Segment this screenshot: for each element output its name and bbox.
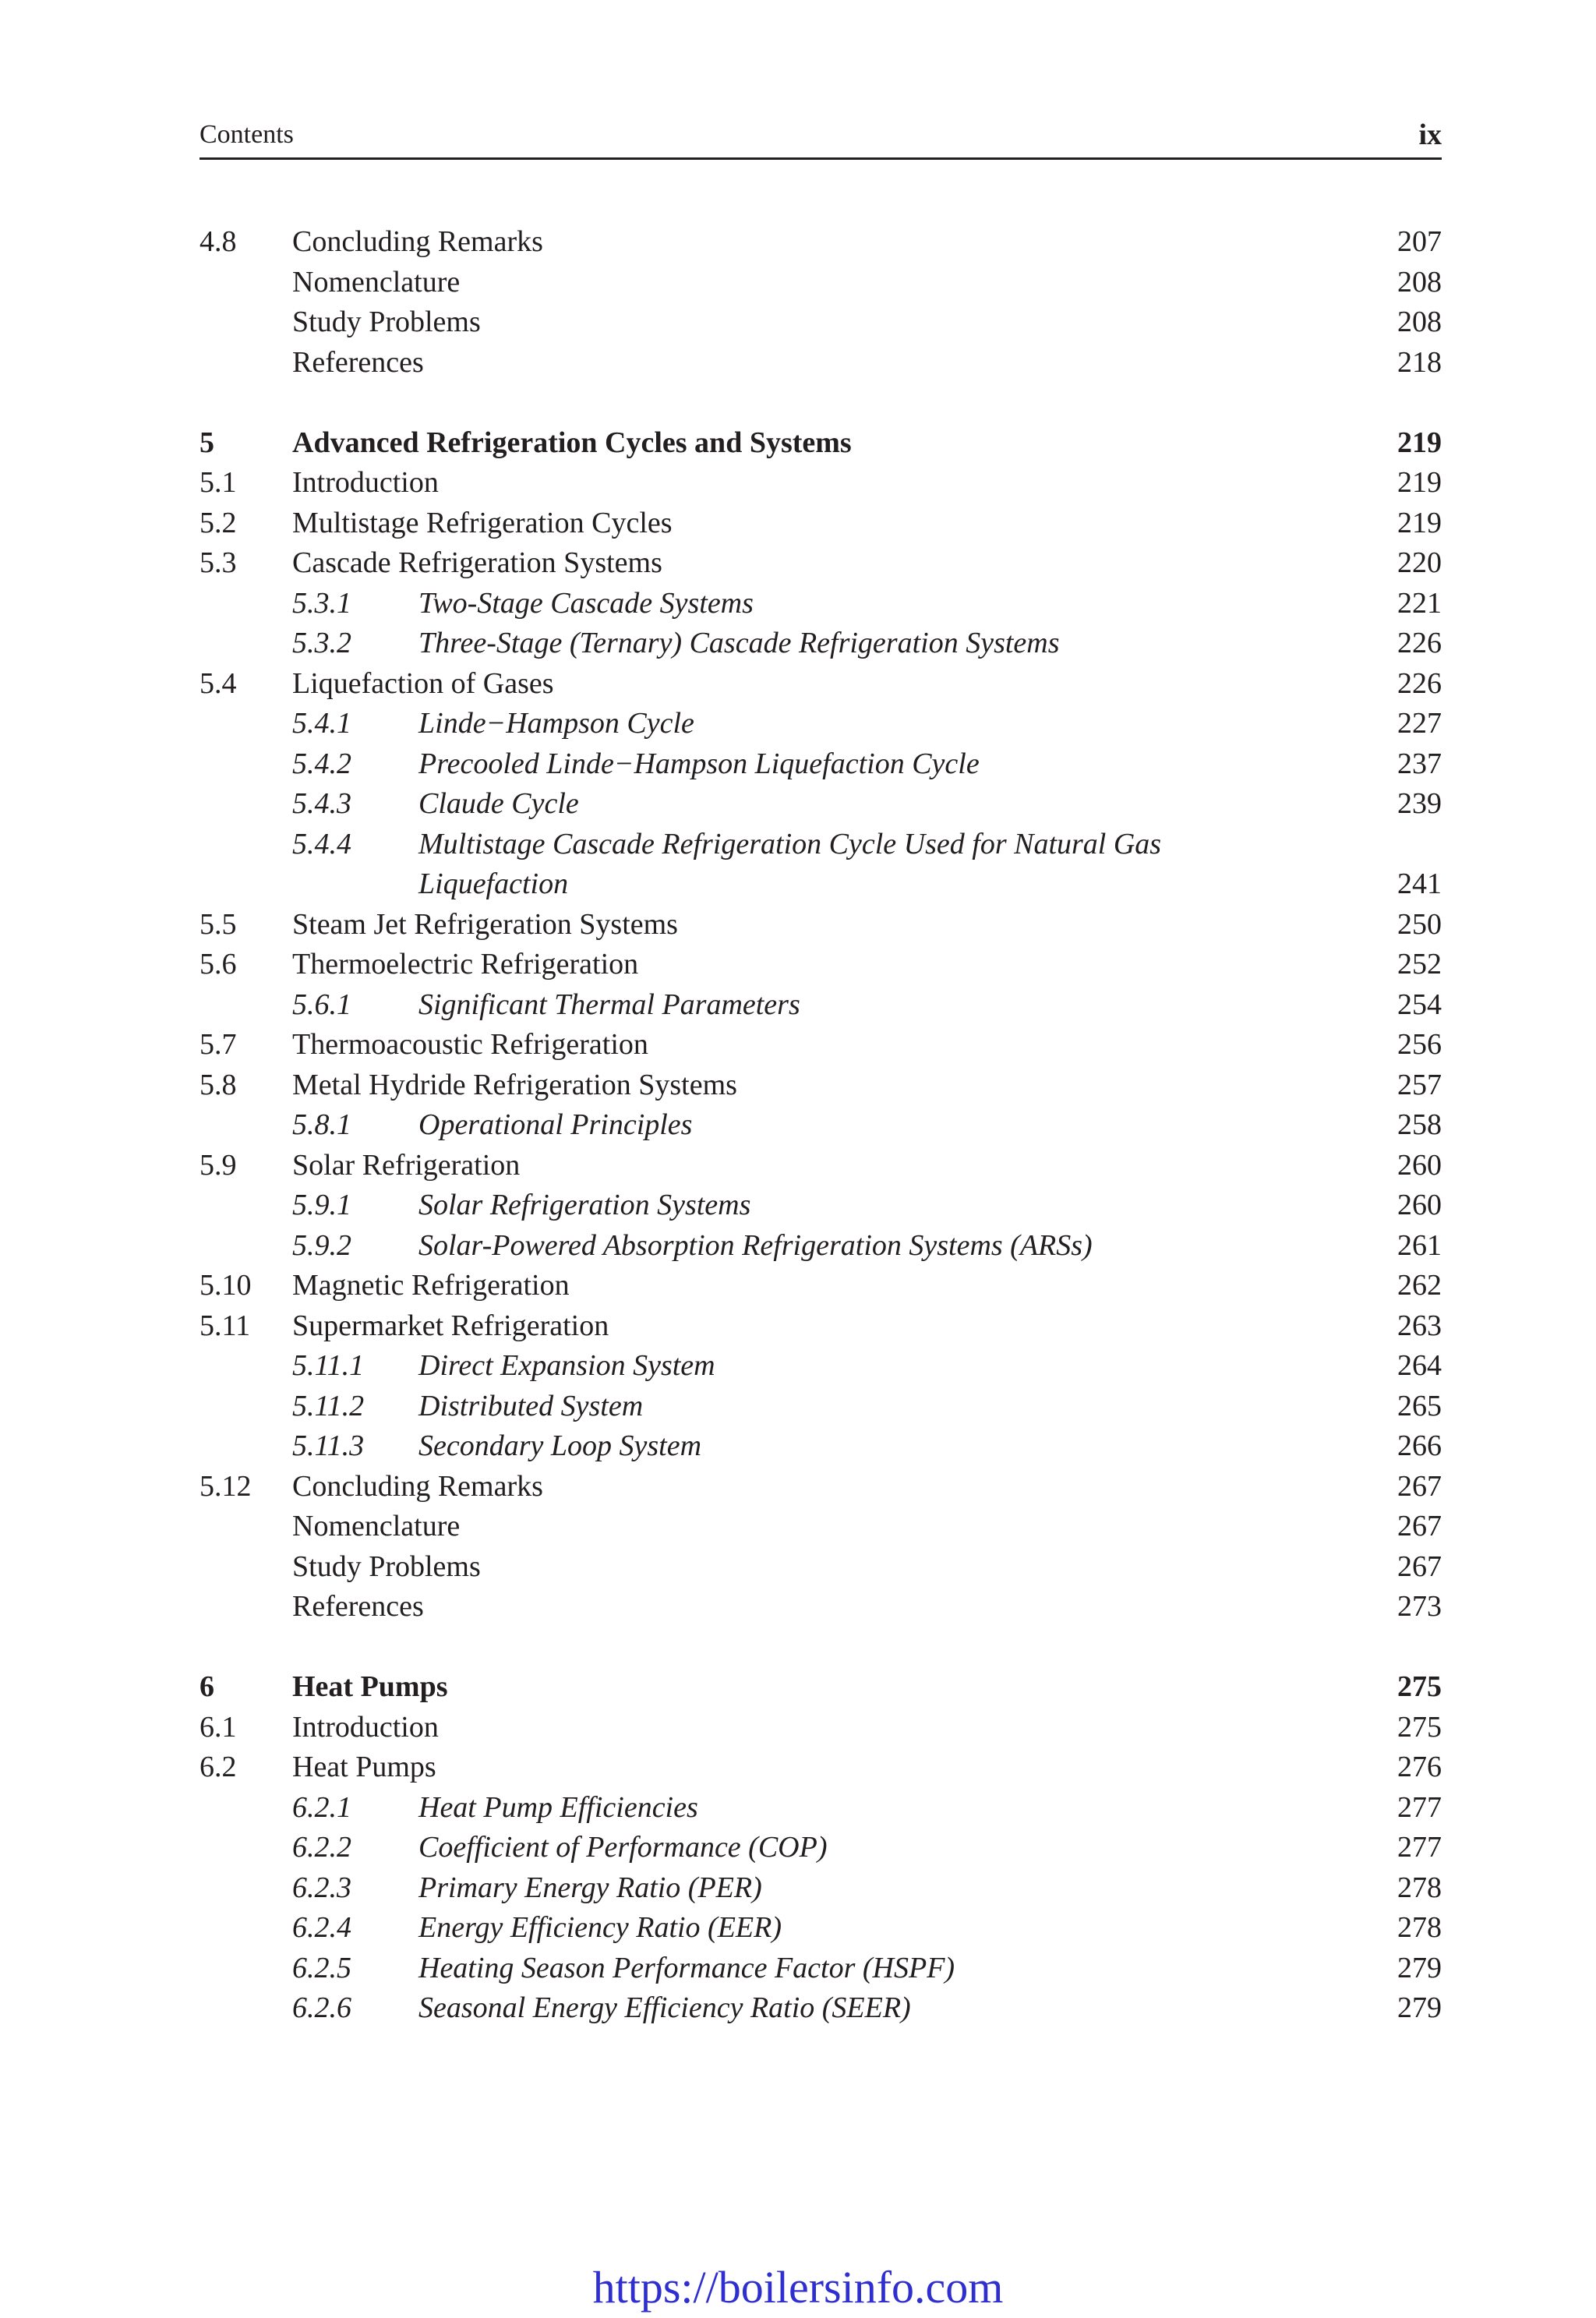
toc-entry-number: 5.3.2 <box>292 627 351 659</box>
toc-entry-number: 5.11.1 <box>292 1349 365 1382</box>
toc-entry-row[interactable] <box>200 1587 1442 1627</box>
toc-entry-number: 5.5 <box>200 907 237 941</box>
toc-entry-page: 254 <box>1397 988 1442 1021</box>
toc-entry-row[interactable] <box>200 864 1442 905</box>
toc-entry-title: Advanced Refrigeration Cycles and Systems <box>292 426 852 459</box>
toc-entry-number: 5.11 <box>200 1309 251 1342</box>
running-title: Contents <box>200 120 294 149</box>
toc-entry-page: 260 <box>1397 1189 1442 1221</box>
toc-entry-page: 266 <box>1397 1429 1442 1462</box>
toc-entry-title: Linde−Hampson Cycle <box>418 707 694 740</box>
toc-entry-row[interactable] <box>200 463 1442 504</box>
toc-entry-page: 219 <box>1397 426 1442 459</box>
toc-entry-row[interactable] <box>200 584 1442 624</box>
toc-entry-title: Introduction <box>292 1710 439 1744</box>
toc-entry-page: 264 <box>1397 1349 1442 1382</box>
toc-entry-page: 218 <box>1397 345 1442 379</box>
page-number: ix <box>1418 118 1442 151</box>
toc-chapter-row[interactable] <box>200 1667 1442 1708</box>
toc-entry-title: References <box>292 1590 424 1623</box>
toc-entry-title: Solar Refrigeration Systems <box>418 1189 751 1221</box>
toc-entry-title: Liquefaction of Gases <box>292 666 554 700</box>
toc-entry-row[interactable] <box>200 1507 1442 1547</box>
toc-entry-number: 6.2.3 <box>292 1871 351 1904</box>
toc-entry-page: 262 <box>1397 1269 1442 1302</box>
toc-entry-row[interactable] <box>200 624 1442 664</box>
toc-entry-row[interactable] <box>200 1828 1442 1868</box>
toc-entry-page: 252 <box>1397 948 1442 981</box>
toc-entry-number: 5.4.1 <box>292 707 351 740</box>
toc-entry-title: Nomenclature <box>292 265 461 299</box>
toc-entry-row[interactable] <box>200 1105 1442 1146</box>
toc-entry-number: 5.2 <box>200 506 237 539</box>
toc-entry-row[interactable] <box>200 985 1442 1026</box>
toc-entry-number: 5.4.4 <box>292 827 351 860</box>
toc-entry-number: 6.2.4 <box>292 1911 351 1944</box>
toc-entry-row[interactable] <box>200 744 1442 785</box>
toc-entry-number: 5.4.3 <box>292 787 351 820</box>
toc-entry-row[interactable] <box>200 504 1442 544</box>
toc-entry-title: Nomenclature <box>292 1510 461 1542</box>
toc-entry-title: Thermoelectric Refrigeration <box>292 948 639 981</box>
toc-entry-title: Multistage Cascade Refrigeration Cycle Used for Natural Gas <box>418 827 1162 860</box>
toc-entry-title: Direct Expansion System <box>418 1349 715 1382</box>
toc-entry-page: 273 <box>1397 1590 1442 1623</box>
footer-link[interactable]: https://boilersinfo.com <box>592 2262 1004 2313</box>
toc-entry-page: 219 <box>1397 466 1442 499</box>
toc-entry-title: Claude Cycle <box>418 787 579 820</box>
toc-entry-title: Thermoacoustic Refrigeration <box>292 1028 648 1061</box>
toc-entry-row[interactable] <box>200 1025 1442 1065</box>
toc-entry-row[interactable] <box>200 1788 1442 1829</box>
toc-entry-number: 5.6 <box>200 948 237 981</box>
toc-entry-page: 278 <box>1397 1911 1442 1944</box>
toc-entry-row[interactable] <box>200 543 1442 584</box>
toc-entry-page: 226 <box>1397 666 1442 700</box>
toc-entry-page: 220 <box>1397 546 1442 579</box>
toc-entry-title: Energy Efficiency Ratio (EER) <box>418 1911 782 1944</box>
toc-entry-page: 279 <box>1397 1951 1442 1984</box>
toc-entry-row[interactable] <box>200 825 1442 865</box>
toc-entry-title: Introduction <box>292 466 439 499</box>
toc-chapter-row[interactable] <box>200 423 1442 464</box>
toc-entry-number: 5.1 <box>200 466 237 499</box>
toc-entry-row[interactable] <box>200 1908 1442 1949</box>
toc-entry-title: Steam Jet Refrigeration Systems <box>292 907 678 941</box>
toc-entry-row[interactable] <box>200 263 1442 303</box>
toc-entry-row[interactable] <box>200 1186 1442 1226</box>
toc-entry-number: 5.9.1 <box>292 1189 351 1221</box>
toc-entry-number: 5.3 <box>200 546 237 579</box>
toc-entry-title: Magnetic Refrigeration <box>292 1269 570 1302</box>
toc-entry-row[interactable] <box>200 945 1442 985</box>
toc-entry-title: Heat Pump Efficiencies <box>418 1790 698 1824</box>
toc-entry-row[interactable] <box>200 1387 1442 1427</box>
toc-entry-title: Liquefaction <box>418 867 569 900</box>
toc-entry-row[interactable] <box>200 1306 1442 1347</box>
toc-entry-page: 208 <box>1397 306 1442 338</box>
toc-entry-page: 219 <box>1397 506 1442 539</box>
toc-entry-title: Significant Thermal Parameters <box>418 988 800 1021</box>
toc-entry-page: 263 <box>1397 1309 1442 1342</box>
toc-entry-title: Distributed System <box>418 1389 644 1422</box>
toc-entry-page: 239 <box>1397 787 1442 820</box>
toc-entry-number: 5.9 <box>200 1148 237 1182</box>
toc-entry-number: 6.2.2 <box>292 1831 351 1864</box>
toc-entry-page: 267 <box>1397 1510 1442 1542</box>
toc-entry-row[interactable] <box>200 704 1442 744</box>
toc-entry-number: 5.9.2 <box>292 1228 351 1262</box>
toc-entry-row[interactable] <box>200 1988 1442 2029</box>
toc-entry-number: 4.8 <box>200 225 237 258</box>
toc-entry-title: Two-Stage Cascade Systems <box>418 586 754 620</box>
toc-entry-page: 241 <box>1397 867 1442 900</box>
toc-entry-title: Coefficient of Performance (COP) <box>418 1831 828 1864</box>
toc-entry-number: 5.11.3 <box>292 1429 365 1462</box>
toc-entry-page: 275 <box>1397 1670 1442 1703</box>
toc-entry-number: 5.4.2 <box>292 747 351 780</box>
toc-entry-number: 6.2.1 <box>292 1790 351 1824</box>
toc-entry-title: Multistage Refrigeration Cycles <box>292 506 673 539</box>
toc-entry-number: 6.2.5 <box>292 1951 351 1984</box>
toc-entry-row[interactable] <box>200 784 1442 825</box>
toc-entry-title: Concluding Remarks <box>292 225 543 258</box>
toc-entry-title: Seasonal Energy Efficiency Ratio (SEER) <box>418 1991 911 2024</box>
toc-entry-number: 6.1 <box>200 1710 237 1744</box>
toc-entry-title: Cascade Refrigeration Systems <box>292 546 662 579</box>
toc-entry-page: 277 <box>1397 1790 1442 1824</box>
toc-entry-number: 5.4 <box>200 666 237 700</box>
toc-entry-page: 250 <box>1397 907 1442 941</box>
toc-entry-title: Heat Pumps <box>292 1751 436 1783</box>
toc-entry-page: 258 <box>1397 1108 1442 1141</box>
toc-entry-row[interactable] <box>200 1065 1442 1106</box>
toc-entry-number: 6.2 <box>200 1751 237 1783</box>
toc-entry-page: 256 <box>1397 1028 1442 1061</box>
toc-entry-title: Precooled Linde−Hampson Liquefaction Cycle <box>418 747 980 780</box>
toc-entry-title: Secondary Loop System <box>418 1429 702 1462</box>
toc-entry-page: 260 <box>1397 1148 1442 1182</box>
toc-entry-row[interactable] <box>200 1547 1442 1588</box>
toc-entry-number: 5.12 <box>200 1469 252 1503</box>
toc-entry-row[interactable] <box>200 1467 1442 1507</box>
toc-entry-row[interactable] <box>200 343 1442 383</box>
toc-entry-page: 257 <box>1397 1068 1442 1101</box>
toc-entry-number: 5.8 <box>200 1068 237 1101</box>
toc-entry-page: 208 <box>1397 265 1442 299</box>
toc-entry-page: 267 <box>1397 1549 1442 1583</box>
toc-entry-row[interactable] <box>200 1747 1442 1788</box>
toc-entry-title: Heat Pumps <box>292 1670 448 1703</box>
toc-entry-title: Heating Season Performance Factor (HSPF) <box>418 1951 955 1984</box>
toc-entry-row[interactable] <box>200 664 1442 705</box>
toc-entry-number: 6 <box>200 1670 214 1703</box>
toc-entry-title: Concluding Remarks <box>292 1469 543 1503</box>
toc-entry-title: Metal Hydride Refrigeration Systems <box>292 1068 737 1101</box>
toc-entry-number: 5.7 <box>200 1028 237 1061</box>
toc-entry-row[interactable] <box>200 1949 1442 1989</box>
toc-entry-title: Solar Refrigeration <box>292 1148 521 1182</box>
toc-entry-page: 277 <box>1397 1831 1442 1864</box>
toc-entry-row[interactable] <box>200 1346 1442 1387</box>
toc-entry-page: 278 <box>1397 1871 1442 1904</box>
toc-entry-number: 5.11.2 <box>292 1389 365 1422</box>
toc-entry-page: 226 <box>1397 627 1442 659</box>
toc-entry-row[interactable] <box>200 1226 1442 1267</box>
toc-entry-title: Supermarket Refrigeration <box>292 1309 609 1342</box>
toc-entry-title: Solar-Powered Absorption Refrigeration Systems (ARSs) <box>418 1228 1093 1262</box>
toc-entry-title: Operational Principles <box>418 1108 693 1141</box>
running-header <box>200 117 1442 160</box>
toc-entry-row[interactable] <box>200 1426 1442 1467</box>
toc-entry-row[interactable] <box>200 905 1442 945</box>
toc-entry-page: 237 <box>1397 747 1442 780</box>
toc-entry-page: 267 <box>1397 1469 1442 1503</box>
toc-entry-title: Three-Stage (Ternary) Cascade Refrigeration Systems <box>418 627 1060 659</box>
toc-entry-row[interactable] <box>200 1266 1442 1306</box>
toc-entry-page: 279 <box>1397 1991 1442 2024</box>
toc-entry-page: 261 <box>1397 1228 1442 1262</box>
toc-entry-number: 5 <box>200 426 214 459</box>
toc-entry-page: 276 <box>1397 1751 1442 1783</box>
toc-entry-page: 275 <box>1397 1710 1442 1744</box>
toc-entry-number: 5.3.1 <box>292 586 351 620</box>
toc-entry-number: 5.8.1 <box>292 1108 351 1141</box>
toc-entry-title: References <box>292 345 424 379</box>
toc-entry-row[interactable] <box>200 1868 1442 1909</box>
toc-entry-number: 6.2.6 <box>292 1991 351 2024</box>
toc-entry-page: 265 <box>1397 1389 1442 1422</box>
toc-entry-page: 227 <box>1397 707 1442 740</box>
table-of-contents <box>200 222 1442 2029</box>
toc-entry-row[interactable] <box>200 302 1442 343</box>
toc-entry-row[interactable] <box>200 222 1442 263</box>
toc-entry-row[interactable] <box>200 1146 1442 1186</box>
toc-entry-row[interactable] <box>200 1708 1442 1748</box>
toc-entry-number: 5.10 <box>200 1269 252 1302</box>
toc-entry-number: 5.6.1 <box>292 988 351 1021</box>
toc-entry-page: 207 <box>1397 225 1442 258</box>
toc-entry-title: Primary Energy Ratio (PER) <box>418 1871 762 1904</box>
toc-entry-title: Study Problems <box>292 306 481 338</box>
toc-entry-page: 221 <box>1397 586 1442 620</box>
toc-entry-title: Study Problems <box>292 1549 481 1583</box>
